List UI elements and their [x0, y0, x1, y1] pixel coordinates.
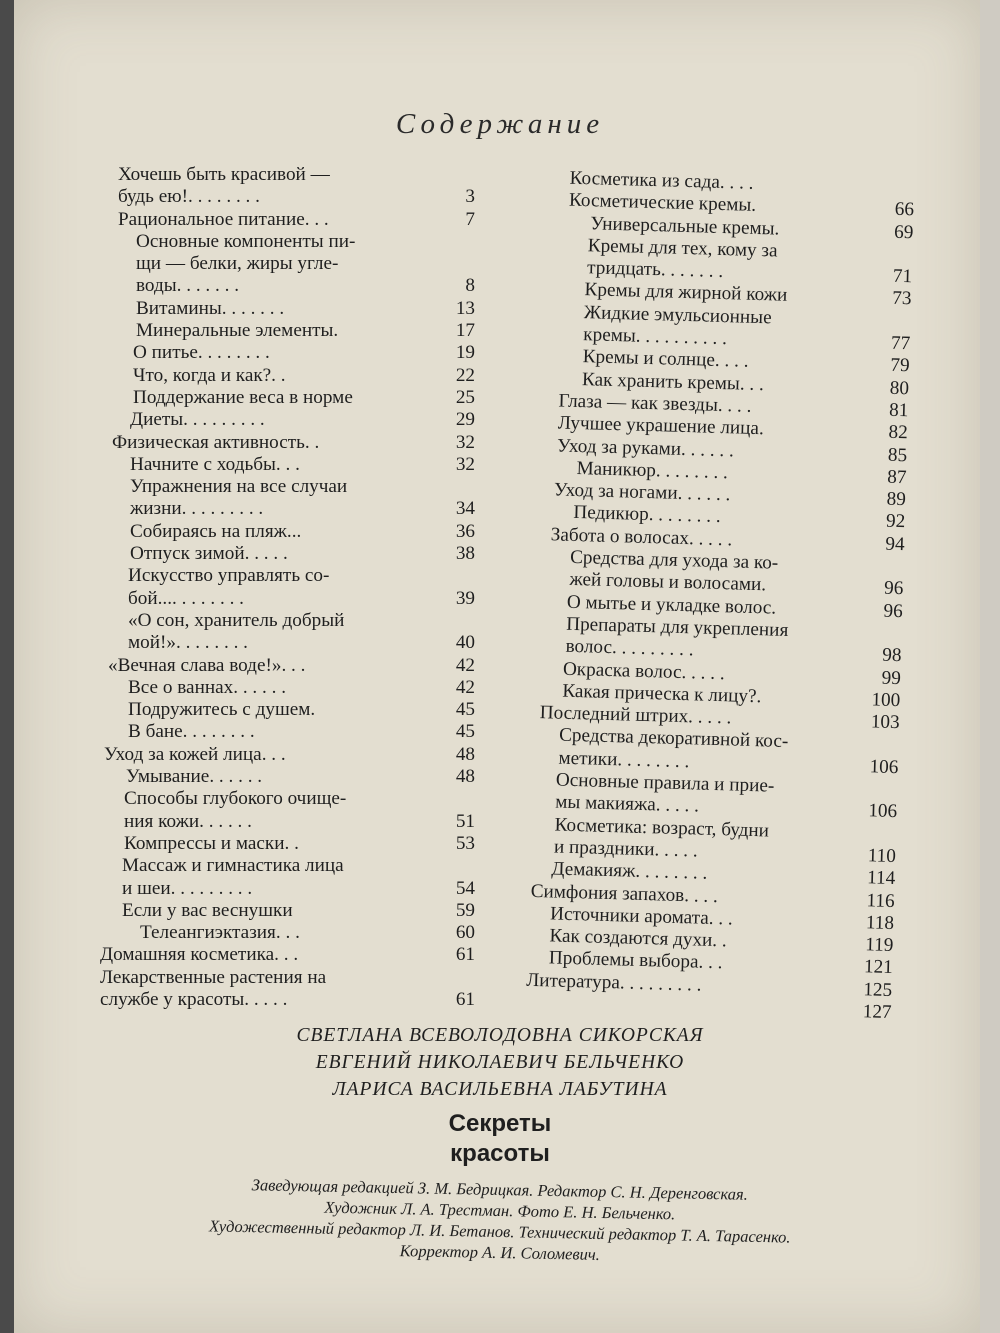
toc-leader-dots: . . . . . . . . . . — [635, 325, 728, 350]
toc-page-number: 79 — [890, 355, 910, 377]
toc-entry-title: Окраска волос — [562, 658, 682, 683]
toc-page-number: 40 — [455, 632, 475, 654]
toc-leader-dots: . . . . . — [688, 527, 733, 551]
toc-page-number: 61 — [455, 944, 475, 966]
toc-entry-title: Что, когда и как? — [133, 364, 272, 386]
toc-entry-title: Домашняя косметика — [100, 944, 275, 966]
toc-column-left — [100, 164, 475, 1011]
toc-entry — [100, 543, 475, 565]
toc-entry-title: тридцать — [586, 257, 662, 281]
toc-page-number: 25 — [455, 386, 475, 408]
toc-entry — [100, 231, 475, 298]
staff-line: Корректор А. И. Соломевич. — [399, 1241, 601, 1264]
toc-entry-title: Универсальные кремы — [590, 212, 775, 240]
toc-page-number — [888, 193, 914, 194]
toc-entry-title: кремы — [583, 324, 637, 347]
toc-leader-dots: . . . . . . . . . — [619, 972, 702, 996]
toc-leader-dots: . — [774, 218, 780, 240]
toc-leader-dots: . . . — [275, 453, 300, 475]
toc-entry-title: Компрессы и маски — [124, 832, 285, 854]
credits-block — [0, 1022, 1000, 1263]
toc-page-number: 89 — [886, 488, 907, 511]
toc-entry — [100, 565, 475, 610]
author-name: ЕВГЕНИЙ НИКОЛАЕВИЧ БЕЛЬЧЕНКО — [315, 1052, 685, 1073]
toc-page-number: 110 — [867, 845, 897, 867]
toc-page-number: 118 — [865, 912, 895, 934]
toc-entry-title: Лучшее украшение лица — [557, 412, 760, 440]
toc-page-number: 48 — [455, 743, 475, 765]
toc-entry — [100, 900, 475, 922]
toc-leader-dots: . . . . . . — [209, 766, 263, 788]
toc-entry-title: Как создаются духи — [549, 925, 713, 952]
toc-leader-dots: . . . . . . . . — [648, 504, 721, 528]
toc-entry-title: Источники аромата — [549, 903, 710, 929]
toc-entry-title: и шеи — [122, 877, 171, 899]
toc-entry-title: Кремы для жирной кожи — [584, 279, 788, 307]
toc-leader-dots: . . . . . . . — [176, 275, 239, 297]
toc-entry-title: жизни — [130, 498, 182, 520]
toc-entry-title: Как хранить кремы — [581, 368, 741, 395]
toc-leader-dots: . . . — [275, 922, 300, 944]
toc-page-number: 125 — [863, 978, 893, 1001]
toc-entry-title: Забота о волосах — [550, 524, 690, 549]
toc-leader-dots: . . . . . . — [680, 438, 735, 461]
toc-leader-dots: . — [758, 418, 765, 440]
toc-entry — [100, 476, 475, 521]
toc-entry-title: Умывание — [126, 766, 210, 788]
toc-leader-dots: . . . . . . . — [660, 259, 724, 283]
toc-entry — [100, 409, 475, 431]
toc-leader-dots: . . . . . — [687, 706, 732, 729]
toc-entry-title: бой... — [128, 587, 173, 609]
toc-entry-title: и праздники — [553, 836, 655, 861]
toc-entry-title-line: Основные правила и прие- — [555, 769, 775, 797]
toc-page-number: 3 — [465, 186, 475, 208]
book-title: Секреты — [448, 1110, 552, 1137]
toc-leader-dots: . . . — [698, 951, 723, 974]
toc-page-number: 106 — [869, 756, 899, 778]
toc-entry-title-line: Упражнения на все случаи — [130, 476, 348, 498]
toc-page-number: 80 — [889, 377, 910, 399]
toc-entry-title: Отпуск зимой — [130, 543, 245, 565]
toc-entry-title-line: Способы глубокого очище- — [124, 788, 347, 810]
toc-leader-dots: . . . . . . . . . — [170, 877, 253, 899]
toc-entry-title: Физическая активность — [112, 431, 305, 453]
toc-leader-dots: . . . . . . . . . — [181, 498, 264, 520]
toc-entry-title: Педикюр — [573, 502, 650, 526]
toc-entry — [100, 209, 475, 231]
toc-page-number: 34 — [455, 498, 475, 520]
toc-entry-title-line: Средства для ухода за ко- — [569, 546, 779, 574]
toc-entry-title: метики — [558, 747, 618, 770]
toc-page-number: 60 — [455, 922, 475, 944]
toc-entry-title: Телеангиэктазия — [140, 922, 276, 944]
toc-entry — [100, 766, 475, 788]
toc-leader-dots: . . . — [739, 373, 765, 395]
toc-page-number: 114 — [866, 867, 896, 890]
toc-entry-title: мой!» — [128, 632, 176, 654]
toc-page-number: 7 — [465, 208, 475, 230]
toc-entry-title: Глаза — как звезды — [558, 390, 719, 416]
toc-entry-title: Проблемы выбора — [548, 947, 699, 973]
toc-page-number: 96 — [883, 600, 904, 622]
toc-leader-dots: . . . . — [719, 171, 754, 194]
toc-entry-title: Кремы и солнце — [582, 346, 716, 372]
toc-page-number: 45 — [455, 721, 475, 743]
author-name: ЛАРИСА ВАСИЛЬЕВНА ЛАБУТИНА — [332, 1079, 668, 1100]
toc-entry — [100, 788, 475, 833]
toc-entry — [100, 944, 475, 966]
toc-entry-title: Если у вас веснушки — [122, 899, 293, 921]
toc-page-number: 29 — [455, 409, 475, 431]
toc-page-number: 94 — [885, 533, 905, 555]
toc-entry-title: Последний штрих — [539, 702, 689, 728]
toc-entry-title-line: «О сон, хранитель добрый — [128, 609, 345, 631]
toc-page-number: 51 — [455, 810, 475, 832]
toc-entry-title-line: Косметика: возраст, будни — [554, 814, 770, 842]
book-title: красоты — [450, 1140, 550, 1167]
toc-page-number: 42 — [455, 676, 475, 698]
toc-entry — [100, 342, 475, 364]
toc-leader-dots: . . . — [261, 743, 286, 765]
toc-page-number: 54 — [455, 877, 475, 899]
toc-column-right — [521, 167, 915, 1024]
toc-entry-title: мы макияжа — [554, 791, 657, 816]
toc-page-number: 127 — [862, 1001, 892, 1023]
toc-leader-dots: . . . . . . . — [221, 297, 285, 319]
toc-leader-dots: . . — [304, 431, 320, 453]
toc-entry-title: Минеральные элементы — [136, 320, 334, 342]
toc-entry-title-line: Препараты для укрепления — [565, 613, 789, 641]
toc-entry — [100, 677, 475, 699]
toc-page-number: 73 — [891, 288, 912, 310]
toc-entry-title: Косметика из сада — [569, 167, 721, 193]
toc-page-number: 39 — [455, 587, 475, 609]
toc-entry — [100, 744, 475, 766]
toc-leader-dots: . . — [284, 832, 299, 854]
staff-line: Художник Л. А. Трестман. Фото Е. Н. Бельченко. — [324, 1197, 676, 1224]
toc-entry-title: Все о ваннах — [128, 676, 234, 698]
toc-leader-dots: . . . . . . — [677, 482, 731, 506]
toc-entry — [100, 699, 475, 721]
toc-entry-title: Подружитесь с душем — [128, 699, 311, 721]
toc-entry — [100, 454, 475, 476]
toc-entry-title: Уход за ногами — [553, 479, 678, 504]
staff-line: Художественный редактор Л. И. Бетанов. Технический редактор Т. А. Тарасенко. — [208, 1216, 791, 1247]
toc-leader-dots: . — [756, 685, 762, 708]
toc-entry-title: Рациональное питание — [118, 208, 305, 230]
toc-leader-dots: . . . . . . . . — [655, 460, 729, 484]
toc-page-number: 82 — [888, 421, 909, 444]
toc-entry — [100, 967, 475, 1012]
toc-page-number: 61 — [455, 988, 475, 1010]
toc-leader-dots: . . . . . . . . — [617, 748, 690, 772]
toc-entry-title: О питье — [133, 342, 198, 364]
toc-page-number: 42 — [455, 654, 475, 676]
toc-leader-dots: . . . . . — [655, 794, 700, 817]
toc-page-number: 32 — [455, 453, 475, 475]
toc-entry-title: воды — [136, 275, 177, 297]
toc-leader-dots: . . . . . — [654, 839, 699, 862]
toc-entry-title: Начните с ходьбы — [130, 453, 276, 475]
toc-entry — [100, 387, 475, 409]
toc-entry-title: жей головы и волосами — [569, 569, 762, 596]
toc-entry-title-line: Лекарственные растения на — [100, 966, 327, 988]
staff-line: Заведующая редакцией З. М. Бедрицкая. Редактор С. Н. Деренговская. — [251, 1175, 749, 1204]
toc-page-number: 19 — [455, 342, 475, 364]
toc-leader-dots: . . . — [281, 654, 306, 676]
toc-leader-dots: . . . . . . . . — [182, 721, 255, 743]
toc-leader-dots: . — [750, 195, 757, 217]
toc-leader-dots: . — [310, 699, 316, 721]
toc-entry-title-line: Хочешь быть красивой — — [118, 164, 330, 185]
toc-leader-dots: . . . . — [717, 394, 752, 417]
toc-leader-dots: . . . . . . . . — [176, 632, 248, 654]
toc-leader-dots: . . . — [274, 944, 299, 966]
toc-leader-dots: . . . — [708, 907, 734, 930]
toc-leader-dots: . — [761, 574, 767, 596]
toc-page-number: 17 — [455, 320, 475, 342]
toc-entry-title: Маникюр — [576, 457, 657, 482]
toc-leader-dots: . . . — [304, 208, 329, 230]
toc-page-number: 8 — [465, 275, 475, 297]
toc-entry-title: службе у красоты — [100, 988, 245, 1010]
toc-entry-title: «Вечная слава воде!» — [108, 654, 282, 676]
toc-leader-dots: . . . . . . . . — [187, 186, 260, 208]
toc-page-number: 85 — [887, 444, 908, 466]
toc-entry-title: В бане — [128, 721, 183, 743]
toc-leader-dots: . — [771, 597, 777, 619]
toc-page-number: 121 — [863, 956, 894, 979]
toc-page-number: 87 — [886, 466, 907, 489]
toc-page-number: 81 — [888, 399, 909, 422]
toc-leader-dots: . . . . — [683, 884, 719, 907]
toc-entry — [100, 164, 475, 209]
toc-leader-dots: . . . . . . . . . — [183, 409, 265, 431]
toc-entry — [100, 655, 475, 677]
toc-page-number: 13 — [455, 297, 475, 319]
toc-entry-title-line: щи — белки, жиры угле- — [136, 253, 339, 275]
toc-page-number: 100 — [871, 689, 901, 711]
toc-leader-dots: . — [333, 320, 339, 342]
toc-entry-title-line: Кремы для тех, кому за — [587, 235, 778, 262]
toc-entry-title: будь ею! — [118, 186, 188, 208]
toc-page-number: 59 — [455, 899, 475, 921]
toc-entry-title: Литература — [525, 969, 621, 994]
toc-entry-title: Симфония запахов — [530, 880, 685, 906]
toc-entry-title: Косметические кремы — [568, 189, 752, 217]
toc-page-number: 71 — [892, 265, 913, 288]
toc-page-number: 38 — [455, 543, 475, 565]
toc-leader-dots: . . . . . . . . . — [611, 637, 694, 661]
toc-page-number: 116 — [866, 889, 895, 912]
toc-page-number: 98 — [882, 644, 902, 667]
toc-entry-title: Собираясь на пляж... — [130, 520, 302, 542]
toc-entry-title: Диеты — [130, 409, 184, 431]
toc-page-number: 66 — [894, 199, 915, 221]
toc-leader-dots: . . — [271, 364, 286, 386]
toc-page-number: 106 — [868, 800, 898, 823]
toc-page-number: 69 — [893, 221, 914, 243]
toc-entry — [100, 365, 475, 387]
toc-entry-title: Демакияж — [551, 858, 636, 882]
toc-page-number: 96 — [883, 577, 904, 600]
toc-leader-dots: . . . . — [714, 350, 749, 373]
toc-entry-title: ния кожи — [124, 810, 200, 832]
toc-entry-title: волос — [565, 636, 613, 659]
toc-entry-title-line: Основные компоненты пи- — [136, 230, 356, 252]
toc-entry — [100, 610, 475, 655]
toc-entry — [100, 521, 475, 543]
toc-entry-title: Уход за кожей лица — [104, 743, 262, 765]
toc-page-number: 32 — [455, 431, 475, 453]
toc-entry-title-line: Искусство управлять со- — [128, 565, 330, 587]
toc-entry-title: О мытье и укладке волос — [566, 591, 772, 619]
toc-page-number: 92 — [885, 511, 906, 533]
toc-page-number: 53 — [455, 832, 475, 854]
toc-entry-title: Витамины — [136, 297, 222, 319]
toc-page-number: 22 — [455, 364, 475, 386]
toc-leader-dots: . . . . . — [681, 661, 725, 684]
toc-entry — [100, 833, 475, 855]
author-name: СВЕТЛАНА ВСЕВОЛОДОВНА СИКОРСКАЯ — [296, 1025, 704, 1046]
toc-leader-dots: . . — [712, 930, 728, 952]
toc-page-number: 119 — [865, 934, 894, 957]
toc-page-number: 103 — [870, 711, 900, 734]
toc-leader-dots: . . . . . . . . — [197, 342, 270, 364]
toc-entry-title-line: Средства декоративной кос- — [558, 725, 789, 753]
toc-page-number: 77 — [890, 332, 911, 355]
toc-entry-title-line: Массаж и гимнастика лица — [122, 855, 344, 877]
contents-heading: Содержание — [395, 108, 605, 140]
toc-entry-title-line: Жидкие эмульсионные — [583, 301, 772, 329]
toc-entry — [100, 855, 475, 900]
toc-entry — [100, 298, 475, 320]
toc-page-number: 99 — [881, 667, 902, 689]
toc-page-number: 48 — [455, 766, 475, 788]
toc-leader-dots: . . . . . — [244, 988, 288, 1010]
toc-entry-title: Уход за руками — [556, 435, 682, 460]
toc-entry-title: Поддержание веса в норме — [133, 386, 353, 408]
toc-page-number: 45 — [455, 699, 475, 721]
toc-entry — [100, 432, 475, 454]
toc-leader-dots: . . . . . — [244, 543, 288, 565]
toc-leader-dots: . . . . . . . . — [635, 861, 708, 885]
toc-entry-title: Какая прическа к лицу? — [562, 680, 757, 707]
toc-entry — [100, 721, 475, 743]
toc-entry — [100, 320, 475, 342]
toc-page-number: 36 — [455, 520, 475, 542]
toc-leader-dots: . . . . . . — [233, 676, 286, 698]
toc-entry — [100, 922, 475, 944]
toc-leader-dots: . . . . . . . . — [172, 587, 244, 609]
toc-leader-dots: . . . . . . — [199, 810, 252, 832]
